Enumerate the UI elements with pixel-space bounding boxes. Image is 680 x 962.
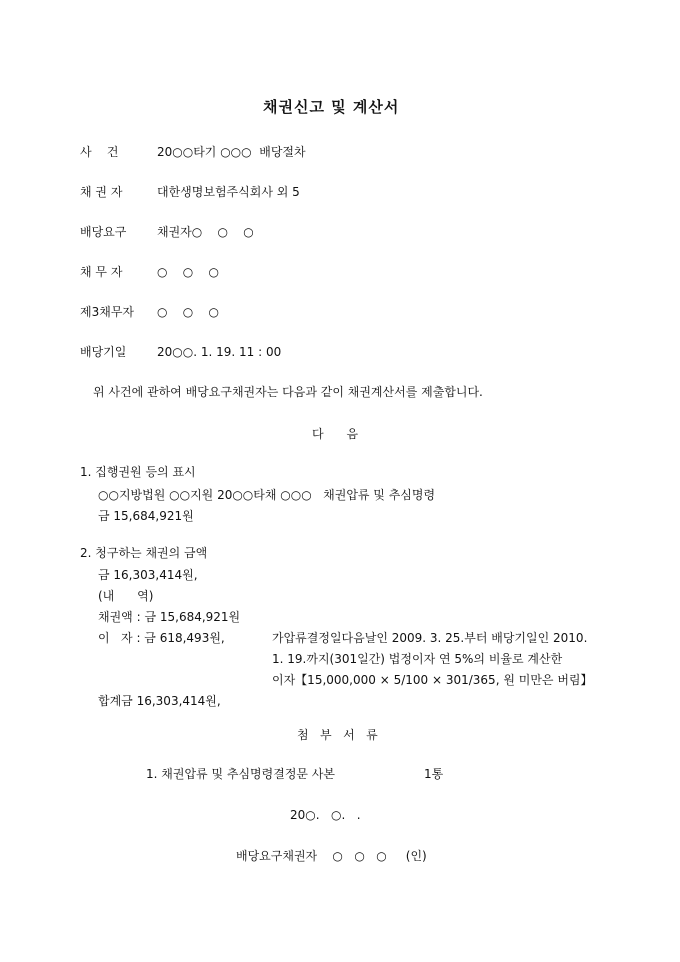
- attachment-item: 1. 채권압류 및 추심명령결정문 사본: [146, 767, 335, 781]
- debtor-value: ○ ○ ○: [157, 265, 219, 279]
- distribution-date-label: 배당기일: [80, 345, 127, 359]
- section1-line2: 금 15,684,921원: [98, 509, 194, 523]
- next-heading: 다 음: [312, 427, 359, 441]
- creditor-label: 채 권 자: [80, 185, 123, 199]
- document-title: 채권신고 및 계산서: [263, 98, 400, 116]
- creditor-value: 대한생명보험주식회사 외 5: [157, 185, 300, 199]
- intro-paragraph: 위 사건에 관하여 배당요구채권자는 다음과 같이 채권계산서를 제출합니다.: [93, 385, 483, 399]
- section1-line1: ○○지방법원 ○○지원 20○○타채 ○○○ 채권압류 및 추심명령: [98, 488, 436, 502]
- case-value: 20○○타기 ○○○ 배당절차: [157, 145, 306, 159]
- interest-description-1: 가압류결정일다음날인 2009. 3. 25.부터 배당기일인 2010.: [272, 631, 588, 645]
- section1-heading: 1. 집행권원 등의 표시: [80, 465, 196, 479]
- interest-description-2: 1. 19.까지(301일간) 법정이자 연 5%의 비율로 계산한: [272, 652, 563, 666]
- claimant-label: 배당요구: [80, 225, 127, 239]
- third-debtor-value: ○ ○ ○: [157, 305, 219, 319]
- claimant-value: 채권자○ ○ ○: [157, 225, 254, 239]
- distribution-date-value: 20○○. 1. 19. 11 : 00: [157, 345, 282, 359]
- section2-breakdown: (내 역): [98, 589, 154, 603]
- case-label: 사 건: [80, 145, 119, 159]
- section2-principal: 채권액 : 금 15,684,921원: [98, 610, 241, 624]
- footer-signer: 배당요구채권자 ○ ○ ○ (인): [236, 849, 427, 863]
- section2-interest: 이 자 : 금 618,493원,: [98, 631, 225, 645]
- footer-date: 20○. ○. .: [290, 808, 361, 822]
- debtor-label: 채 무 자: [80, 265, 123, 279]
- interest-description-3: 이자【15,000,000 × 5/100 × 301/365, 원 미만은 버림】: [272, 673, 593, 687]
- section2-total: 금 16,303,414원,: [98, 568, 198, 582]
- attachments-heading: 첨 부 서 류: [297, 728, 378, 742]
- attachment-count: 1통: [424, 767, 444, 781]
- section2-sum: 합계금 16,303,414원,: [98, 694, 221, 708]
- section2-heading: 2. 청구하는 채권의 금액: [80, 546, 208, 560]
- third-debtor-label: 제3채무자: [80, 305, 135, 319]
